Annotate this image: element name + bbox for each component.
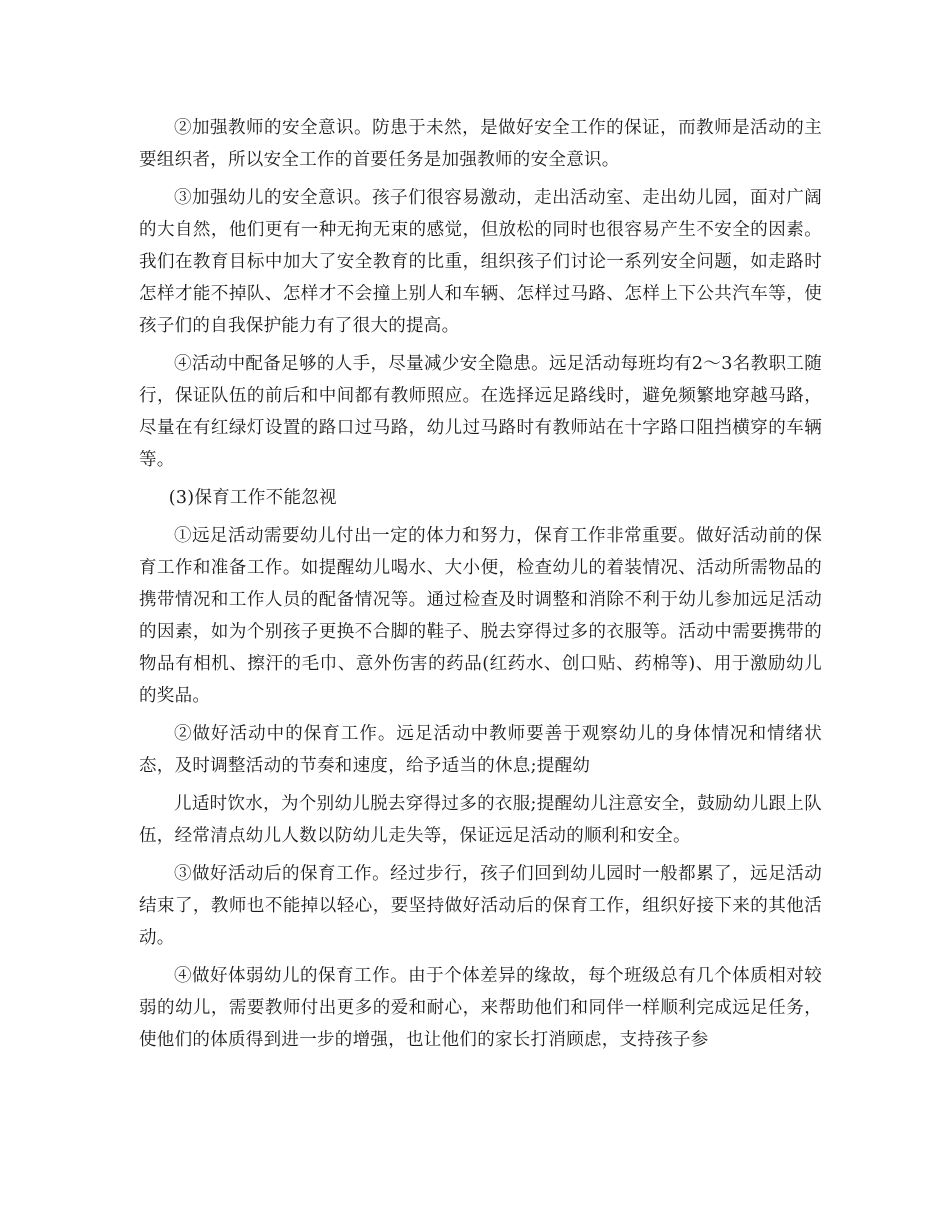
paragraph-during-activity-care-cont: 儿适时饮水，为个别幼儿脱去穿得过多的衣服;提醒幼儿注意安全，鼓励幼儿跟上队伍，经常清点幼儿人数以防幼儿走失等，保证远足活动的顺利和安全。	[139, 794, 822, 846]
section-heading-care-work: (3)保育工作不能忽视	[168, 488, 337, 508]
paragraph-post-activity-care: ③做好活动后的保育工作。经过步行，孩子们回到幼儿园时一般都累了，远足活动结束了，教师也不能掉以轻心，要坚持做好活动后的保育工作，组织好接下来的其他活动。	[139, 864, 822, 948]
paragraph-during-activity-care: ②做好活动中的保育工作。远足活动中教师要善于观察幼儿的身体情况和情绪状态，及时调整活动的节奏和速度，给予适当的休息;提醒幼	[139, 724, 822, 776]
paragraph-child-safety: ③加强幼儿的安全意识。孩子们很容易激动，走出活动室、走出幼儿园，面对广阔的大自然，他们更有一种无拘无束的感觉，但放松的同时也很容易产生不安全的因素。我们在教育目标中加大了安全教育的比重，组织孩子们讨论一系列安全问题，如走路时怎样才能不掉队、怎样才不会撞上别人和车辆、怎样过马路、怎样上下公共汽车等，使孩子们的自我保护能力有了很大的提高。	[139, 188, 822, 336]
document-body	[139, 112, 822, 1056]
paragraph-teacher-safety: ②加强教师的安全意识。防患于未然，是做好安全工作的保证，而教师是活动的主要组织者，所以安全工作的首要任务是加强教师的安全意识。	[139, 118, 822, 170]
paragraph-staffing: ④活动中配备足够的人手，尽量减少安全隐患。远足活动每班均有2～3名教职工随行，保证队伍的前后和中间都有教师照应。在选择远足路线时，避免频繁地穿越马路，尽量在有红绿灯设置的路口过马路，幼儿过马路时有教师站在十字路口阻挡横穿的车辆等。	[139, 354, 822, 470]
paragraph-pre-activity-care: ①远足活动需要幼儿付出一定的体力和努力，保育工作非常重要。做好活动前的保育工作和准备工作。如提醒幼儿喝水、大小便，检查幼儿的着装情况、活动所需物品的携带情况和工作人员的配备情况等。通过检查及时调整和消除不利于幼儿参加远足活动的因素，如为个别孩子更换不合脚的鞋子、脱去穿得过多的衣服等。活动中需要携带的物品有相机、擦汗的毛巾、意外伤害的药品(红药水、创口贴、药棉等)、用于激励幼儿的奖品。	[139, 526, 822, 706]
paragraph-weak-children-care: ④做好体弱幼儿的保育工作。由于个体差异的缘故，每个班级总有几个体质相对较弱的幼儿，需要教师付出更多的爱和耐心，来帮助他们和同伴一样顺利完成远足任务，使他们的体质得到进一步的增强，也让他们的家长打消顾虑，支持孩子参	[139, 966, 822, 1050]
